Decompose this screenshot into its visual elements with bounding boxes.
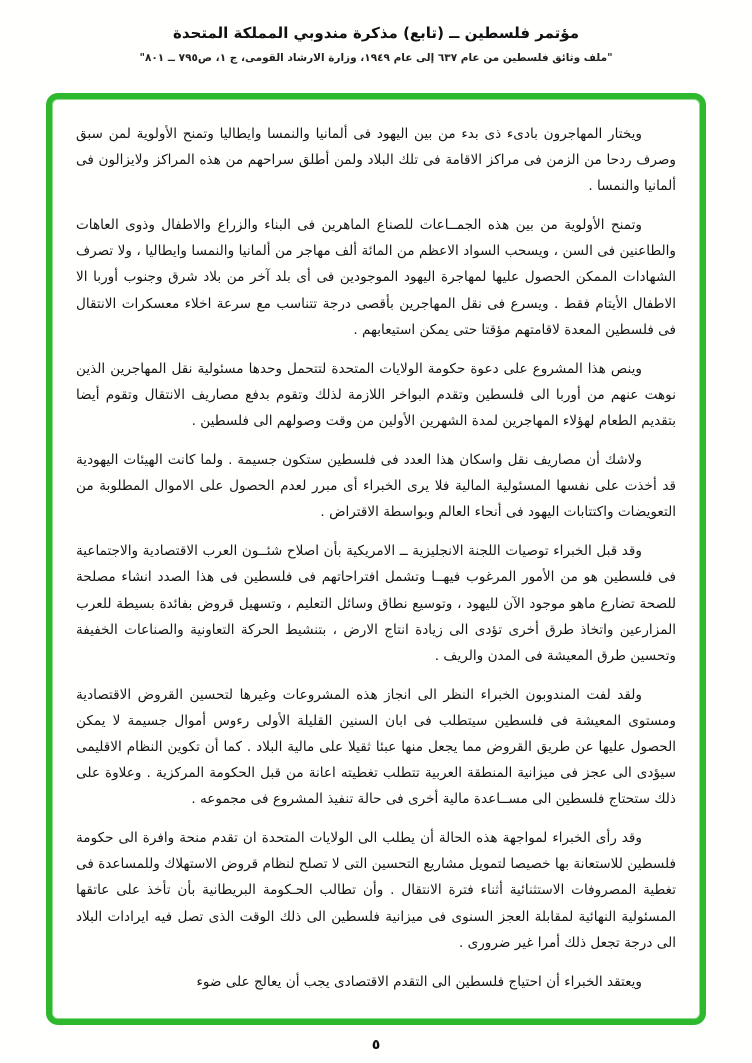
page-header	[0, 24, 752, 64]
paragraph-4: ولاشك أن مصاريف نقل واسكان هذا العدد فى فلسطين ستكون جسيمة . ولما كانت الهيئات اليهودية قد أخذت على نفسها المسئولية المالية فلا يرى الخبراء أى مبرر لعدم الحصول على الاموال المطلوبة من التعويضات واكتتابات اليهود فى أنحاء العالم وبواسطة الاقتراض .	[76, 452, 676, 521]
document-body	[76, 121, 676, 995]
highlight-border-box	[46, 93, 706, 1025]
paragraph-8: ويعتقد الخبراء أن احتياج فلسطين الى التقدم الاقتصادى يجب أن يعالج على ضوء	[196, 973, 642, 990]
document-source-citation: "ملف وثائق فلسطين من عام ٦٣٧ إلى عام ١٩٤٩، وزارة الارشاد القومى، ج ١، ص٧٩٥ ــ ٨٠١"	[139, 52, 613, 64]
paragraph-5: وقد قبل الخبراء توصيات اللجنة الانجليزية ــ الامريكية بأن اصلاح شئــون العرب الاقتصادية والاجتماعية فى فلسطين هو من الأمور المرغوب فيهــا وتشمل افتراحاتهم فى فلسطين فى هذا الصدد انشاء مصلحة للصحة تضارع ماهو موجود الآن لليهود ، وتوسيع نطاق وسائل التعليم ، وتسهيل قروض بفائدة بسيطة للعرب المزارعين واتخاذ طرق أخرى تؤدى الى زيادة انتاج الارض ، بتنشيط الحركة التعاونية والصناعات الخفيفة وتحسين طرق المعيشة فى المدن والريف .	[76, 543, 676, 664]
paragraph-2: وتمنح الأولوية من بين هذه الجمــاعات للصناع الماهرين فى البناء والزراع والاطفال وذوى العاهات والطاعنين فى السن ، ويسحب السواد الاعظم من المائة ألف مهاجر من ألمانيا والنمسا وايطاليا ، ولا تصرف الشهادات الممكن الحصول عليها لمهاجرة اليهود الموجودين فى أى بلد آخر من بلاد شرق وجنوب أوربا الا الاطفال الأيتام فقط . ويسرع فى نقل المهاجرين بأقصى درجة تتناسب مع سرعة اخلاء معسكرات الانتقال فى فلسطين المعدة لاقامتهم مؤقتا حتى يمكن استيعابهم .	[76, 217, 676, 338]
document-title: مؤتمر فلسطين ــ (تابع) مذكرة مندوبي المملكة المتحدة	[173, 24, 579, 42]
paragraph-7: وقد رأى الخبراء لمواجهة هذه الحالة أن يطلب الى الولايات المتحدة ان تقدم منحة وافرة الى حكومة فلسطين للاستعانة بها خصيصا لتمويل مشاريع التحسين التى لا تصلح لنظام قروض الاستهلاك وللمساعدة فى تغطية المصروفات الاستثنائية أثناء فترة الانتقال . وأن تطالب الحـكومة البريطانية بأن تأخذ على عاتقها المسئولية النهائية لمقابلة العجز السنوى فى ميزانية فلسطين الى ذلك الوقت الذى تصل فيه ايرادات البلاد الى درجة تجعل ذلك أمرا غير ضرورى .	[76, 830, 676, 951]
paragraph-6: ولقد لفت المندوبون الخبراء النظر الى انجاز هذه المشروعات وغيرها لتحسين القروض الاقتصادية ومستوى المعيشة فى فلسطين سيتطلب فى ابان السنين القليلة الأولى رءوس أموال جسيمة لا يمكن الحصول عليها عن طريق القروض مما يجعل منها عبئا ثقيلا على مالية البلاد . كما أن تكوين النظام الاقليمى سيؤدى الى عجز فى ميزانية المنطقة العربية تتطلب تغطيته اعانة من قبل الحكومة المركزية . وعلاوة على ذلك ستحتاج فلسطين الى مســاعدة مالية أخرى فى حالة تنفيذ المشروع فى مجموعه .	[76, 686, 676, 808]
paragraph-3: وينص هذا المشروع على دعوة حكومة الولايات المتحدة لتتحمل وحدها مسئولية نقل المهاجرين الذين نوهت عنهم من أوربا الى فلسطين وتقدم البواخر اللازمة لذلك وتقوم بدفع مصاريف الانتقال وتقوم أيضا بتقديم الطعام لهؤلاء المهاجرين لمدة الشهرين الأولين من وقت وصولهم الى فلسطين .	[76, 360, 676, 429]
page-number: ٥	[371, 1037, 381, 1053]
paragraph-1: ويختار المهاجرون بادىء ذى بدء من بين اليهود فى ألمانيا والنمسا وايطاليا وتمنح الأولوية لمن سبق وصرف ردحا من الزمن فى مراكز الاقامة فى تلك البلاد ولمن أطلق سراحهم من هذه المراكز ولايزالون فى ألمانيا والنمسا .	[76, 126, 676, 195]
